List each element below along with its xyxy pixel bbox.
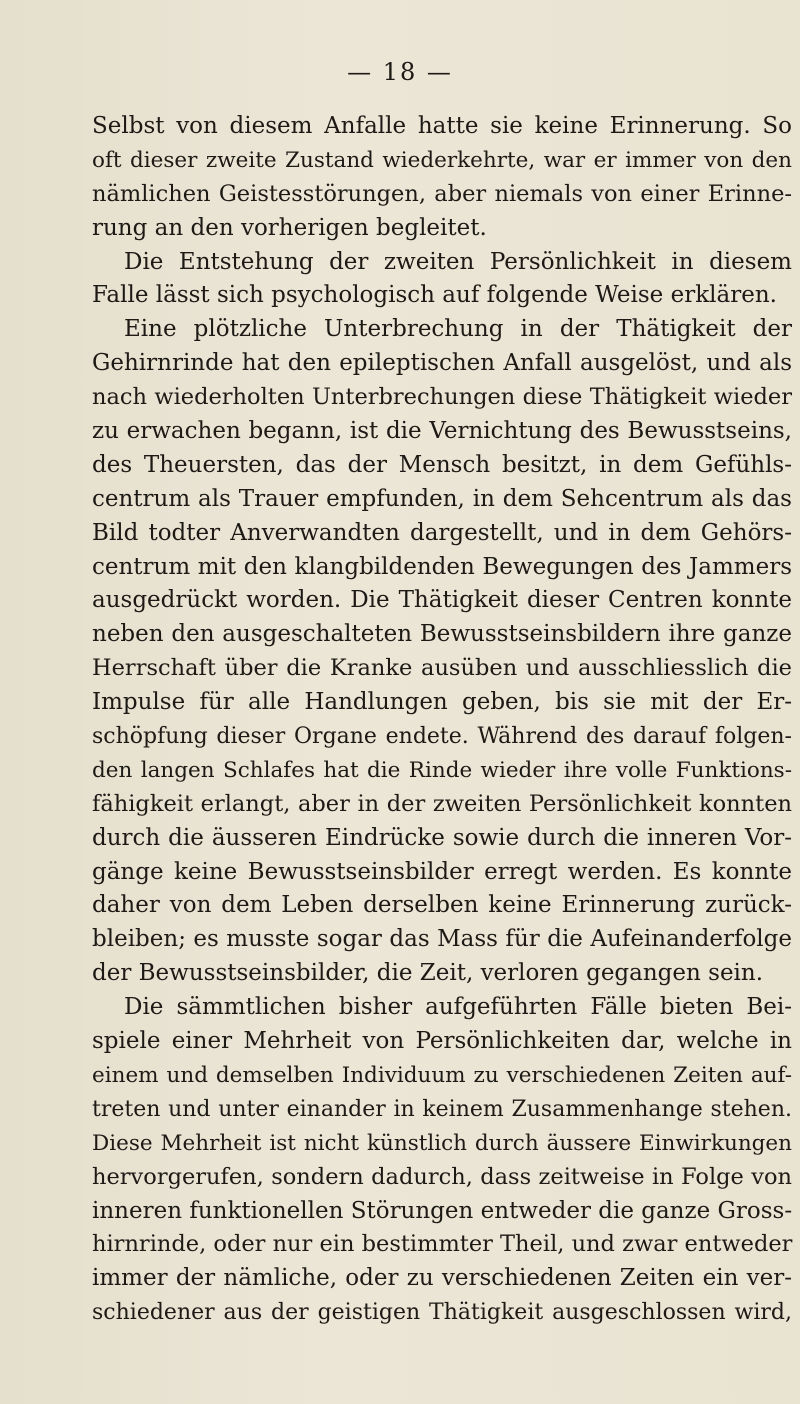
text-line: hirnrinde, oder nur ein bestimmter Theil, und zwar entweder — [92, 1231, 793, 1258]
text-line: rung an den vorherigen begleitet. — [92, 214, 487, 241]
text-line: nach wiederholten Unterbrechungen diese Thätigkeit wieder — [92, 384, 792, 411]
text-line: Impulse für alle Handlungen geben, bis sie mit der Er- — [92, 689, 792, 716]
text-line: Falle lässt sich psychologisch auf folgende Weise erklären. — [92, 282, 777, 309]
text-line: bleiben; es musste sogar das Mass für die Aufeinanderfolge — [92, 926, 792, 953]
text-line: zu erwachen begann, ist die Vernichtung des Bewusstseins, — [92, 418, 792, 445]
text-line: neben den ausgeschalteten Bewusstseinsbildern ihre ganze — [92, 621, 792, 648]
text-line: inneren funktionellen Störungen entweder die ganze Gross- — [92, 1197, 793, 1224]
text-line: spiele einer Mehrheit von Persönlichkeiten dar, welche in — [92, 1028, 792, 1055]
text-line: centrum als Trauer empfunden, in dem Sehcentrum als das — [92, 485, 792, 512]
text-line: oft dieser zweite Zustand wiederkehrte, war er immer von den — [92, 147, 792, 173]
text-line: Bild todter Anverwandten dargestellt, und in dem Gehörs- — [92, 519, 792, 546]
text-line: Eine plötzliche Unterbrechung in der Thätigkeit der — [124, 316, 792, 343]
text-line: daher von dem Leben derselben keine Erinnerung zurück- — [92, 892, 792, 919]
text-line: immer der nämliche, oder zu verschiedenen Zeiten ein ver- — [92, 1265, 792, 1292]
page-number: — 18 — — [347, 58, 453, 86]
text-line: Herrschaft über die Kranke ausüben und ausschliesslich die — [92, 655, 792, 682]
text-line: treten und unter einander in keinem Zusammenhange stehen. — [92, 1096, 792, 1122]
text-line: fähigkeit erlangt, aber in der zweiten Persönlichkeit konnten — [92, 790, 792, 817]
text-line: hervorgerufen, sondern dadurch, dass zeitweise in Folge von — [92, 1163, 792, 1190]
text-line: nämlichen Geistesstörungen, aber niemals von einer Erinne- — [92, 180, 792, 207]
text-line: der Bewusstseinsbilder, die Zeit, verloren gegangen sein. — [92, 960, 764, 987]
text-line: Diese Mehrheit ist nicht künstlich durch äussere Einwirkungen — [92, 1130, 792, 1156]
text-line: Die Entstehung der zweiten Persönlichkeit in diesem — [124, 248, 792, 275]
text-line: ausgedrückt worden. Die Thätigkeit dieser Centren konnte — [92, 587, 792, 614]
text-line: schiedener aus der geistigen Thätigkeit ausgeschlossen wird, — [92, 1300, 792, 1326]
text-line: des Theuersten, das der Mensch besitzt, in dem Gefühls- — [92, 451, 792, 478]
text-line: Die sämmtlichen bisher aufgeführten Fälle bieten Bei- — [124, 994, 792, 1021]
text-line: den langen Schlafes hat die Rinde wieder ihre volle Funktions- — [92, 757, 792, 783]
text-line: Gehirnrinde hat den epileptischen Anfall ausgelöst, und als — [92, 350, 792, 377]
text-line: centrum mit den klangbildenden Bewegungen des Jammers — [92, 553, 792, 580]
body-text — [92, 110, 792, 1330]
text-line: Selbst von diesem Anfalle hatte sie keine Erinnerung. So — [92, 113, 792, 139]
text-line: gänge keine Bewusstseinsbilder erregt werden. Es konnte — [92, 858, 792, 885]
text-line: schöpfung dieser Organe endete. Während des darauf folgen- — [92, 724, 792, 750]
text-line: einem und demselben Individuum zu verschiedenen Zeiten auf- — [92, 1062, 792, 1088]
text-line: durch die äusseren Eindrücke sowie durch die inneren Vor- — [92, 824, 792, 851]
